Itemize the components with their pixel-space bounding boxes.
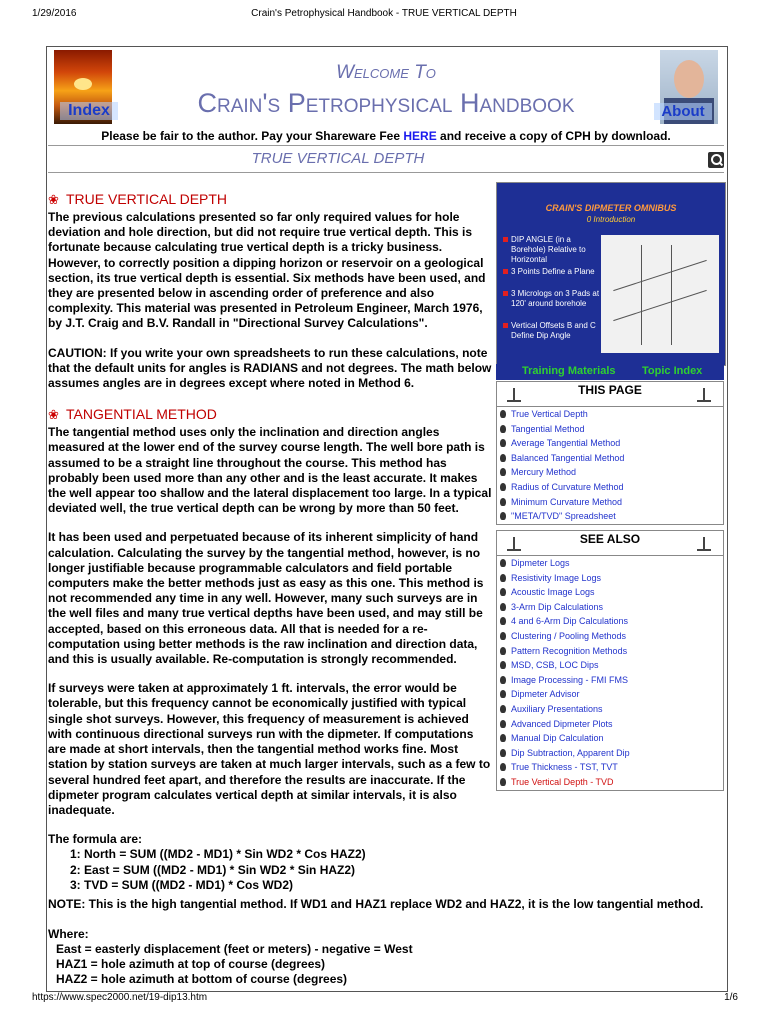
definition-line: HAZ2 = hole azimuth at bottom of course (degrees) — [56, 972, 348, 986]
list-item-label: Minimum Curvature Method — [511, 496, 623, 507]
oil-drop-icon — [500, 574, 506, 582]
see-also-list — [496, 556, 724, 791]
oil-drop-icon — [500, 763, 506, 771]
topic-index-link[interactable]: Topic Index — [642, 365, 703, 377]
list-item-label: True Vertical Depth — [511, 409, 588, 419]
list-item[interactable] — [497, 436, 723, 451]
slide-bullet: Vertical Offsets B and C Define Dip Angle — [511, 321, 603, 341]
formula-line: 1: North = SUM ((MD2 - MD1) * Sin WD2 * Cos HAZ2) — [70, 847, 366, 862]
oil-drop-icon — [500, 454, 506, 462]
slide-subtitle: 0 Introduction — [586, 215, 636, 224]
list-item[interactable] — [497, 480, 723, 495]
formula-line: 3: TVD = SUM ((MD2 - MD1) * Cos WD2) — [70, 877, 294, 892]
this-page-title: THIS PAGE — [578, 383, 642, 397]
oil-drop-icon — [500, 439, 506, 447]
shareware-notice — [48, 129, 724, 143]
divider — [48, 172, 724, 173]
list-item-label: Pattern Recognition Methods — [511, 645, 628, 656]
training-materials-link[interactable]: Training Materials — [522, 365, 616, 377]
oil-drop-icon — [500, 559, 506, 567]
list-item-current[interactable] — [497, 775, 723, 790]
handbook-title: Crain's Petrophysical Handbook — [197, 88, 575, 118]
list-item[interactable] — [497, 717, 723, 732]
list-item-label: Resistivity Image Logs — [511, 572, 602, 583]
list-item[interactable] — [497, 600, 723, 615]
oil-drop-icon — [500, 410, 506, 418]
oil-drop-icon — [500, 705, 506, 713]
list-item[interactable] — [497, 687, 723, 702]
oil-rig-icon — [697, 537, 713, 551]
oil-drop-icon — [500, 749, 506, 757]
formula-block — [48, 832, 494, 893]
oil-drop-icon — [500, 512, 506, 520]
list-item-label: Dip Subtraction, Apparent Dip — [511, 747, 630, 758]
definition-line: East = easterly displacement (feet or meters) - negative = West — [56, 942, 413, 956]
oil-drop-icon — [500, 483, 506, 491]
list-item[interactable] — [497, 614, 723, 629]
list-item-label: Radius of Curvature Method — [511, 481, 624, 492]
oil-drop-icon — [500, 647, 506, 655]
slide-title: CRAIN'S DIPMETER OMNIBUS — [545, 203, 677, 213]
list-item[interactable] — [497, 407, 723, 422]
section-heading-tangential-text: TANGENTIAL METHOD — [66, 406, 217, 423]
tangential-note: NOTE: This is the high tangential method. If WD1 and HAZ1 replace WD2 and HAZ2, it is the low tangential method. — [48, 897, 704, 911]
list-item-label: 3-Arm Dip Calculations — [511, 601, 604, 612]
page-heading: TRUE VERTICAL DEPTH — [251, 150, 425, 167]
oil-drop-icon — [500, 734, 506, 742]
banner — [48, 48, 724, 126]
list-item[interactable] — [497, 702, 723, 717]
list-item[interactable] — [497, 760, 723, 775]
list-item[interactable] — [497, 585, 723, 600]
list-item-label: Average Tangential Method — [511, 438, 621, 449]
definition-line: HAZ1 = hole azimuth at top of course (degrees) — [56, 957, 326, 971]
oil-drop-icon — [500, 498, 506, 506]
shareware-text-after: and receive a copy of CPH by download. — [436, 129, 671, 143]
dipmeter-slide-image[interactable] — [496, 182, 726, 366]
search-icon[interactable] — [708, 152, 724, 168]
list-item-label: Dipmeter Logs — [511, 558, 570, 568]
oil-drop-icon — [500, 632, 506, 640]
oil-drop-icon — [500, 720, 506, 728]
see-also-title: SEE ALSO — [579, 532, 641, 546]
list-item-label: Tangential Method — [511, 423, 585, 434]
where-block — [48, 927, 724, 987]
list-item-label: 4 and 6-Arm Dip Calculations — [511, 616, 629, 627]
oil-drop-icon — [500, 661, 506, 669]
maple-leaf-icon: ❀ — [48, 192, 59, 207]
list-item[interactable] — [497, 731, 723, 746]
list-item-label: Mercury Method — [511, 467, 577, 478]
formula-intro: The formula are: — [48, 832, 143, 847]
print-header — [0, 0, 768, 24]
slide-links — [496, 364, 724, 380]
list-item[interactable] — [497, 571, 723, 586]
shareware-text-before: Please be fair to the author. Pay your Shareware Fee — [101, 129, 404, 143]
list-item-label: Dipmeter Advisor — [511, 689, 580, 700]
print-date: 1/29/2016 — [32, 8, 77, 19]
author-photo[interactable] — [660, 50, 718, 124]
oil-drop-icon — [500, 588, 506, 596]
list-item[interactable] — [497, 495, 723, 510]
oil-drop-icon — [500, 676, 506, 684]
list-item[interactable] — [497, 658, 723, 673]
this-page-header — [496, 381, 724, 407]
section-heading-tvd — [48, 190, 494, 208]
tvd-caution: CAUTION: If you write your own spreadsheets to run these calculations, note that the default units for angles is RADIANS and not degrees. The math below assumes angles are in degrees except where noted in Method 6. — [48, 345, 492, 391]
section-heading-tangential — [48, 405, 494, 423]
slide-bullet: 3 Points Define a Plane — [511, 267, 603, 277]
list-item[interactable] — [497, 465, 723, 480]
main-content — [48, 190, 494, 907]
list-item-label: "META/TVD" Spreadsheet — [511, 511, 616, 522]
index-link[interactable]: Index — [60, 102, 118, 120]
list-item-label: Acoustic Image Logs — [511, 587, 595, 598]
tangential-paragraph-1: The tangential method uses only the inclination and direction angles measured at the lower end of the survey course length. The well bore path is assumed to be a straight line throughout the course. This method has probably been used more than any other and is the least accurate. It makes the well appear too shallow and the lateral displacement too large. In a typical deviated well, the true vertical depth can be wrong by more than 50 feet. — [48, 425, 492, 516]
oil-drop-icon — [500, 690, 506, 698]
list-item-label: Balanced Tangential Method — [511, 452, 625, 463]
see-also-header — [496, 530, 724, 556]
print-page-number: 1/6 — [724, 992, 738, 1003]
list-item-label: Advanced Dipmeter Plots — [511, 718, 613, 729]
this-page-list — [496, 407, 724, 525]
welcome-text: Welcome To — [336, 62, 436, 83]
list-item-label: MSD, CSB, LOC Dips — [511, 660, 599, 671]
where-label: Where: — [48, 927, 89, 941]
list-item-label: Auxiliary Presentations — [511, 703, 603, 714]
list-item-label: True Thickness - TST, TVT — [511, 762, 618, 773]
maple-leaf-icon: ❀ — [48, 407, 59, 423]
list-item[interactable] — [497, 673, 723, 688]
section-heading-tvd-text: TRUE VERTICAL DEPTH — [66, 191, 228, 207]
oil-rig-icon — [697, 388, 713, 402]
list-item[interactable] — [497, 556, 723, 571]
shareware-here-link[interactable]: HERE — [403, 129, 437, 143]
print-url: https://www.spec2000.net/19-dip13.htm — [32, 992, 208, 1003]
about-link[interactable]: About — [654, 103, 712, 120]
list-item-label: Manual Dip Calculation — [511, 733, 604, 744]
oil-drop-icon — [500, 425, 506, 433]
list-item[interactable] — [497, 629, 723, 644]
borehole-sketch — [601, 235, 719, 353]
list-item[interactable] — [497, 746, 723, 761]
list-item-label: Image Processing - FMI FMS — [511, 674, 629, 685]
oil-drop-icon — [500, 468, 506, 476]
oil-rig-icon — [507, 537, 523, 551]
list-item[interactable] — [497, 644, 723, 659]
slide-bullet: DIP ANGLE (in a Borehole) Relative to Horizontal — [511, 235, 603, 265]
slide-bullet: 3 Micrologs on 3 Pads at 120' around borehole — [511, 289, 603, 309]
oil-drop-icon — [500, 778, 506, 786]
tangential-paragraph-2: It has been used and perpetuated because of its inherent simplicity of hand calculation. Calculating the survey by the tangential method, however, is no longer justifiable because programmable calculators and field portable computers make the better methods just as easy as this one. This method is not recommended any time in any well. However, many such surveys are in the well files and many true vertical depths have been used, and may still be accepted, based on this erroneous data. All that is needed for a re-computation using better methods is the raw inclination and direction data, and this is usually available. Re-computation is strongly recommended. — [48, 530, 484, 667]
list-item[interactable] — [497, 509, 723, 524]
tangential-paragraph-3: If surveys were taken at approximately 1 ft. intervals, the error would be tolerable, but this frequency cannot be economically justified with typical single shot surveys. However, this frequency of measurement is achieved with continuous directional surveys run with the dipmeter. If computations are made at short intervals, then the tangential method works fine. Most station by station surveys are taken at much larger intervals, such as a few to several hundred feet apart, and therefore the results are inaccurate. If the dipmeter program calculates vertical depth at similar intervals, it is also inadequate. — [48, 681, 491, 817]
oil-rig-icon — [507, 388, 523, 402]
print-title: Crain's Petrophysical Handbook - TRUE VERTICAL DEPTH — [251, 8, 517, 19]
oil-drop-icon — [500, 617, 506, 625]
divider — [48, 145, 724, 146]
list-item[interactable] — [497, 422, 723, 437]
oil-drop-icon — [500, 603, 506, 611]
tvd-paragraph-1: The previous calculations presented so far only required values for hole deviation and hole direction, but did not require true vertical depth. This is fortunate because calculating true vertical depth is a tricky business. However, to correctly position a dipping horizon or reservoir on a geological section, its true vertical depth is essential. Six methods have been used, and they are presented below in ascending order of preference and also complexity. This material was presented in Petroleum Engineer, March 1976, by J.T. Craig and B.V. Randall in "Directional Survey Calculations". — [48, 210, 486, 331]
author-face — [674, 60, 704, 98]
list-item-label: Clustering / Pooling Methods — [511, 630, 627, 641]
formula-line: 2: East = SUM ((MD2 - MD1) * Sin WD2 * Sin HAZ2) — [70, 862, 356, 877]
list-item-label: True Vertical Depth - TVD — [511, 776, 614, 787]
list-item[interactable] — [497, 451, 723, 466]
